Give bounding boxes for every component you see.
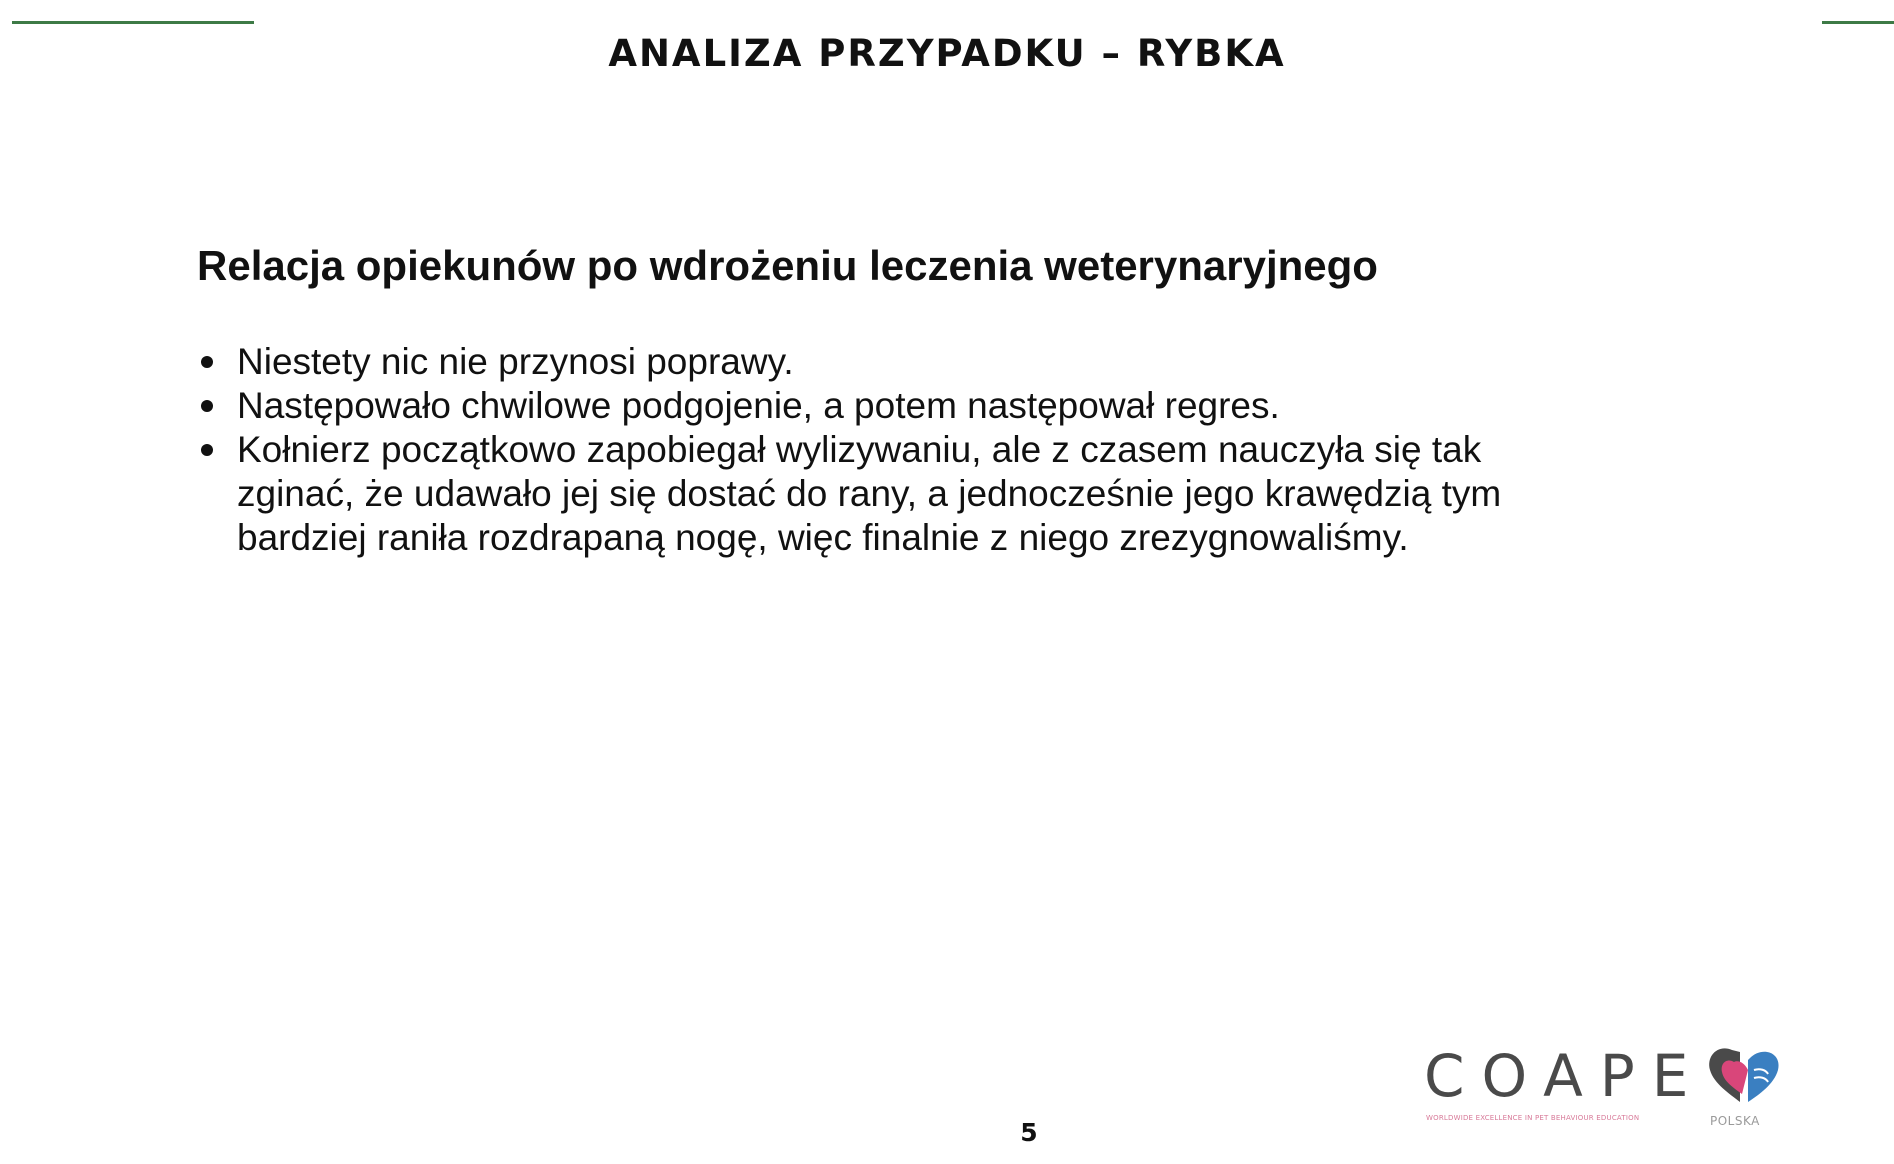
slide-title: ANALIZA PRZYPADKU – RYBKA [608, 32, 1286, 75]
header-rule-right [1822, 21, 1894, 24]
logo-wordmark: COAPE [1424, 1042, 1706, 1110]
bullet-item [197, 340, 1577, 384]
logo-tagline: WORLDWIDE EXCELLENCE IN PET BEHAVIOUR EDUCATION [1426, 1114, 1640, 1122]
bullet-dot-icon [201, 400, 213, 412]
bullet-dot-icon [201, 356, 213, 368]
bullet-text: Kołnierz początkowo zapobiegał wylizywaniu, ale z czasem nauczyła się tak zginać, że udawało jej się dostać do rany, a jednocześnie jego krawędzią tym bardziej raniła rozdrapaną nogę, więc finalnie z niego zrezygnowaliśmy. [237, 429, 1502, 558]
section-heading: Relacja opiekunów po wdrożeniu leczenia weterynaryjnego [197, 242, 1378, 289]
header-rule-left [12, 21, 254, 24]
bullet-text: Następowało chwilowe podgojenie, a potem następował regres. [237, 385, 1280, 426]
bullet-dot-icon [201, 444, 213, 456]
bullet-item [197, 384, 1577, 428]
heart-paw-icon [1704, 1040, 1784, 1112]
logo-subtitle: POLSKA [1710, 1114, 1760, 1128]
bullet-item [197, 428, 1577, 560]
bullet-text: Niestety nic nie przynosi poprawy. [237, 341, 794, 382]
page-number: 5 [1020, 1118, 1038, 1147]
bullet-list [197, 340, 1577, 560]
